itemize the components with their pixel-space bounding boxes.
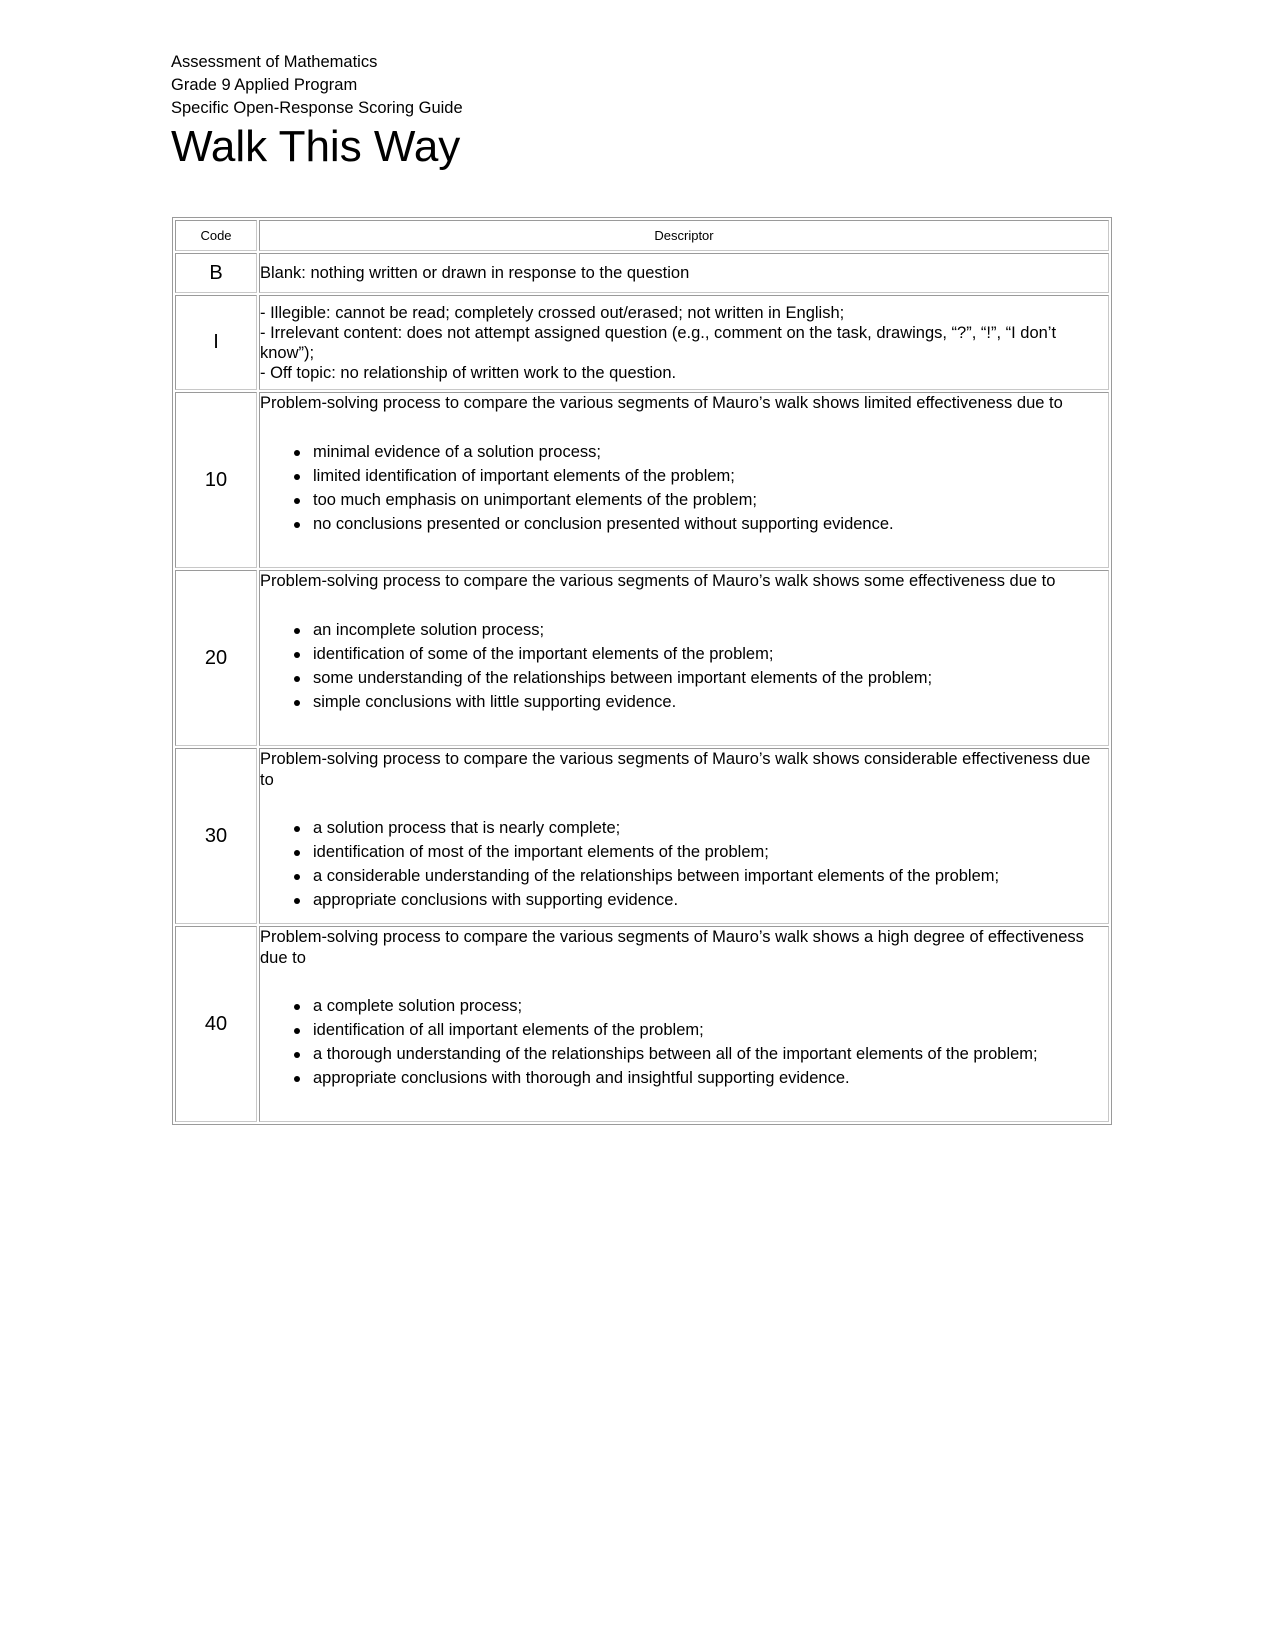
header-guide-line: Specific Open-Response Scoring Guide [171, 99, 463, 117]
descriptor-bullet-list [260, 620, 1108, 713]
header-grade-line: Grade 9 Applied Program [171, 76, 358, 94]
descriptor-cell [259, 748, 1109, 924]
descriptor-column-header: Descriptor [259, 220, 1109, 251]
code-column-header: Code [175, 220, 257, 251]
descriptor-cell [259, 295, 1109, 390]
table-row-score-20 [175, 570, 1109, 746]
list-item: a considerable understanding of the relationships between important elements of the problem; [304, 866, 1108, 887]
table-row-blank [175, 253, 1109, 293]
descriptor-bullet-list [260, 818, 1108, 911]
irrelevant-line: - Irrelevant content: does not attempt assigned question (e.g., comment on the task, drawings, “?”, “!”, “I don’t know”); [260, 323, 1057, 362]
table-header-row [175, 220, 1109, 251]
list-item: limited identification of important elements of the problem; [304, 466, 1108, 487]
code-cell: 30 [175, 748, 257, 924]
list-item: appropriate conclusions with thorough and insightful supporting evidence. [304, 1068, 1108, 1089]
list-item: appropriate conclusions with supporting evidence. [304, 890, 1108, 911]
list-item: identification of all important elements of the problem; [304, 1020, 1108, 1041]
list-item: some understanding of the relationships between important elements of the problem; [304, 668, 1108, 689]
descriptor-intro: Problem-solving process to compare the various segments of Mauro’s walk shows considerable effectiveness due to [260, 750, 1091, 789]
off-topic-line: - Off topic: no relationship of written work to the question. [260, 363, 677, 382]
list-item: an incomplete solution process; [304, 620, 1108, 641]
table-row-score-10 [175, 392, 1109, 568]
descriptor-intro: Problem-solving process to compare the various segments of Mauro’s walk shows a high degree of effectiveness due to [260, 928, 1084, 967]
descriptor-cell [259, 392, 1109, 568]
descriptor-bullet-list [260, 442, 1108, 535]
descriptor-intro: Problem-solving process to compare the various segments of Mauro’s walk shows some effectiveness due to [260, 572, 1056, 590]
code-cell: 20 [175, 570, 257, 746]
table-row-illegible [175, 295, 1109, 390]
list-item: minimal evidence of a solution process; [304, 442, 1108, 463]
page-title: Walk This Way [171, 122, 461, 171]
descriptor-cell [259, 926, 1109, 1122]
scoring-guide-table [172, 217, 1112, 1125]
illegible-line: - Illegible: cannot be read; completely crossed out/erased; not written in English; [260, 303, 845, 322]
list-item: identification of some of the important elements of the problem; [304, 644, 1108, 665]
list-item: a thorough understanding of the relationships between all of the important elements of the problem; [304, 1044, 1108, 1065]
code-cell: I [175, 295, 257, 390]
list-item: too much emphasis on unimportant elements of the problem; [304, 490, 1108, 511]
code-cell: 40 [175, 926, 257, 1122]
table-row-score-30 [175, 748, 1109, 924]
descriptor-cell [259, 570, 1109, 746]
descriptor-bullet-list [260, 996, 1108, 1089]
list-item: a complete solution process; [304, 996, 1108, 1017]
code-cell: 10 [175, 392, 257, 568]
table-row-score-40 [175, 926, 1109, 1122]
list-item: identification of most of the important elements of the problem; [304, 842, 1108, 863]
document-header [171, 51, 463, 172]
list-item: no conclusions presented or conclusion presented without supporting evidence. [304, 514, 1108, 535]
descriptor-intro: Problem-solving process to compare the various segments of Mauro’s walk shows limited effectiveness due to [260, 394, 1063, 412]
code-cell: B [175, 253, 257, 293]
header-assessment-line: Assessment of Mathematics [171, 53, 378, 71]
list-item: a solution process that is nearly complete; [304, 818, 1108, 839]
descriptor-cell: Blank: nothing written or drawn in response to the question [259, 253, 1109, 293]
list-item: simple conclusions with little supporting evidence. [304, 692, 1108, 713]
